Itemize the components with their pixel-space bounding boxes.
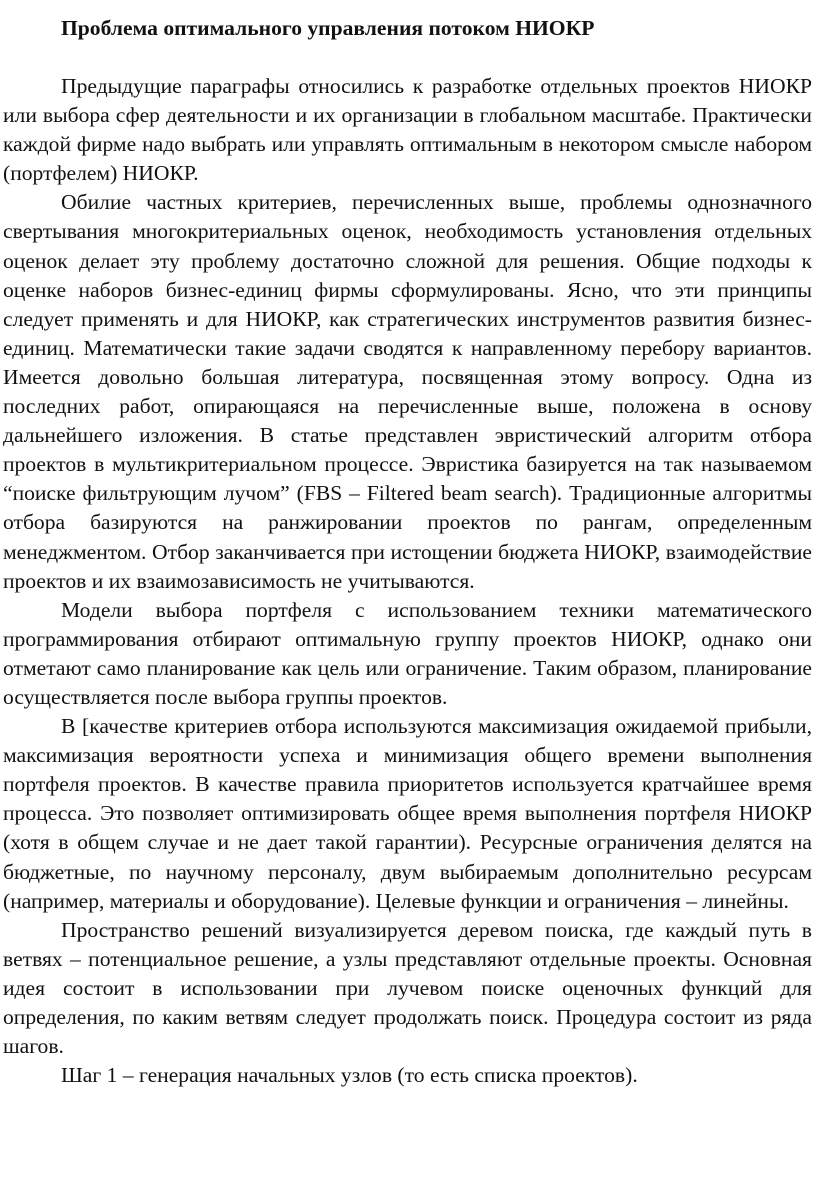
paragraph-1: Предыдущие параграфы относились к разработке отдельных проектов НИОКР или выбора сфер деятельности и их организации в глобальном масштабе. Практически каждой фирме надо выбрать или управлять оптимальным в некотором смысле набором (портфелем) НИОКР. bbox=[3, 74, 812, 186]
paragraph-4: В [качестве критериев отбора используются максимизация ожидаемой прибыли, максимизация вероятности успеха и минимизация общего времени выполнения портфеля проектов. В качестве правила приоритетов используется кратчайшее время процесса. Это позволяет оптимизировать общее время выполнения портфеля НИОКР (хотя в общем случае и не дает такой гарантии). Ресурсные ограничения делятся на бюджетные, по научному персоналу, двум выбираемым дополнительно ресурсам (например, материалы и оборудование). Целевые функции и ограничения – линейны. bbox=[3, 714, 812, 913]
document-title: Проблема оптимального управления потоком НИОКР bbox=[61, 16, 595, 40]
paragraph-6: Шаг 1 – генерация начальных узлов (то есть списка проектов). bbox=[61, 1063, 638, 1088]
paragraph-2: Обилие частных критериев, перечисленных выше, проблемы однозначного свертывания многокритериальных оценок, необходимость установления отдельных оценок делает эту проблему достаточно сложной для решения. Общие подходы к оценке наборов бизнес-единиц фирмы сформулированы. Ясно, что эти принципы следует применять и для НИОКР, как стратегических инструментов развития бизнес-единиц. Математически такие задачи сводятся к направленному перебору вариантов. Имеется довольно большая литература, посвященная этому вопросу. Одна из последних работ, опирающаяся на перечисленные выше, положена в основу дальнейшего изложения. В статье представлен эвристический алгоритм отбора проектов в мультикритериальном процессе. Эвристика базируется на так называемом “поиске фильтрующим лучом” (FBS – Filtered beam search). Традиционные алгоритмы отбора базируются на ранжировании проектов по рангам, определенным менеджментом. Отбор заканчивается при истощении бюджета НИОКР, взаимодействие проектов и их взаимозависимость не учитываются. bbox=[3, 190, 812, 593]
paragraph-3: Модели выбора портфеля с использованием техники математического программирования отбирают оптимальную группу проектов НИОКР, однако они отметают само планирование как цель или ограничение. Таким образом, планирование осуществляется после выбора группы проектов. bbox=[3, 597, 812, 709]
paragraph-5: Пространство решений визуализируется деревом поиска, где каждый путь в ветвях – потенциальное решение, а узлы представляют отдельные проекты. Основная идея состоит в использовании при лучевом поиске оценочных функций для определения, по каким ветвям следует продолжать поиск. Процедура состоит из ряда шагов. bbox=[3, 917, 812, 1059]
